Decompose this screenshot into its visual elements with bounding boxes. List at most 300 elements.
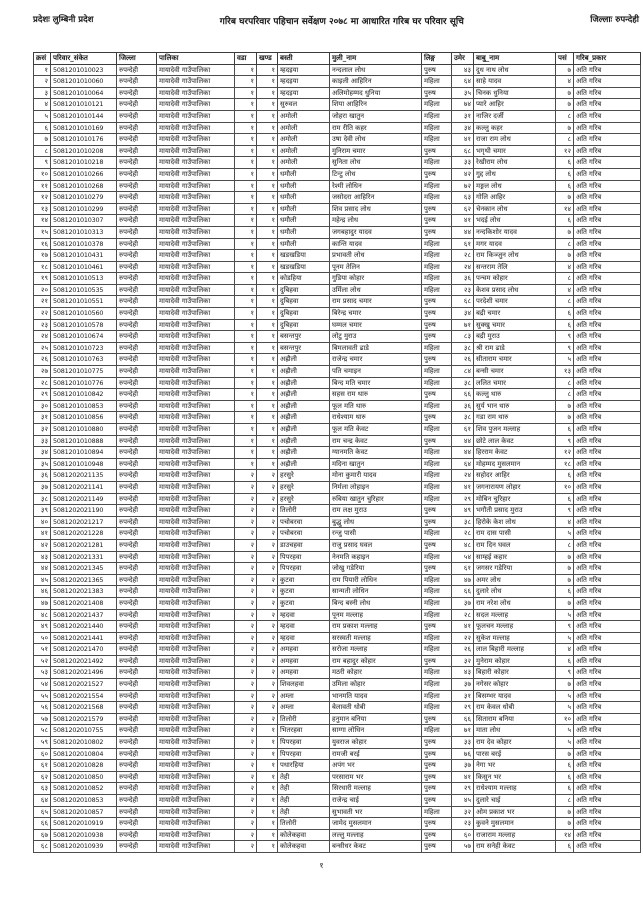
cell-palika: मायादेवी गाउँपालिका [157,238,235,250]
cell-father-name: मोबिन चुरिहार [474,493,556,505]
cell-head-name: साग्गा लोधिन [330,725,422,737]
cell-father-name: बिहारी कोहार [474,667,556,679]
table-row [34,505,641,517]
cell-father-name: राम दिन घवल [474,539,556,551]
cell-age: ३८ [452,342,474,354]
cell-family-code: 5081202010852 [51,783,117,795]
cell-family-size: ९ [556,331,574,343]
cell-khanda: १ [257,215,278,227]
cell-district: रुपन्देही [117,319,157,331]
table-row [34,563,641,575]
cell-basti: खडखडिया [278,250,330,262]
cell-district: रुपन्देही [117,621,157,633]
cell-basti: कुटवा [278,574,330,586]
cell-age: ८३ [452,331,474,343]
cell-age: २६ [452,354,474,366]
cell-gender: पुरुष [422,226,452,238]
cell-head-name: महेन्द्र लोध [330,215,422,227]
cell-family-code: 5081201010121 [51,99,117,111]
cell-gender: पुरुष [422,505,452,517]
cell-sn: ५४ [34,679,51,691]
cell-khanda: १ [257,447,278,459]
cell-khanda: २ [257,481,278,493]
cell-family-code: 5081202021554 [51,690,117,702]
cell-basti: सुरुवल [278,99,330,111]
cell-basti: अह्रौली [278,400,330,412]
cell-family-size: १८ [556,458,574,470]
cell-ward: २ [235,783,257,795]
cell-khanda: २ [257,679,278,691]
cell-age: ३३ [452,157,474,169]
cell-sn: ५३ [34,667,51,679]
cell-head-name: मोना कुमारी यादव [330,470,422,482]
cell-district: रुपन्देही [117,122,157,134]
cell-gender: महिला [422,806,452,818]
cell-head-name: उर्मिला लोध [330,284,422,296]
province-label: प्रदेशः लुम्बिनी प्रदेश [33,15,94,25]
cell-head-name: सुनिता लोध [330,157,422,169]
cell-father-name: रेखीराम लोध [474,157,556,169]
cell-family-size: ७ [556,226,574,238]
cell-family-code: 5081201010674 [51,331,117,343]
cell-ward: २ [235,771,257,783]
cell-head-name: रामजी बरई [330,748,422,760]
cell-khanda: १ [257,841,278,853]
cell-khanda: २ [257,632,278,644]
cell-father-name: ओम प्रकाश भर [474,806,556,818]
cell-ward: १ [235,342,257,354]
cell-palika: मायादेवी गाउँपालिका [157,470,235,482]
cell-sn: ६१ [34,760,51,772]
cell-age: ४७ [452,574,474,586]
cell-basti: हरसुरे [278,481,330,493]
cell-district: रुपन्देही [117,713,157,725]
cell-district: रुपन्देही [117,655,157,667]
cell-age: ३६ [452,273,474,285]
table-row [34,771,641,783]
cell-family-code: 5081202021345 [51,563,117,575]
cell-poor-type: अति गरिब [574,296,641,308]
cell-district: रुपन्देही [117,563,157,575]
cell-sn: ४७ [34,597,51,609]
cell-khanda: २ [257,690,278,702]
cell-family-code: 5081202021408 [51,597,117,609]
cell-ward: २ [235,632,257,644]
cell-family-size: १३ [556,366,574,378]
cell-ward: १ [235,238,257,250]
cell-ward: २ [235,655,257,667]
cell-khanda: १ [257,110,278,122]
cell-ward: १ [235,389,257,401]
cell-head-name: फूल मति केवट [330,424,422,436]
cell-district: रुपन्देही [117,308,157,320]
cell-district: रुपन्देही [117,238,157,250]
cell-sn: ४८ [34,609,51,621]
cell-family-size: १४ [556,203,574,215]
cell-basti: अह्रौली [278,447,330,459]
cell-gender: महिला [422,76,452,88]
cell-khanda: २ [257,597,278,609]
cell-khanda: १ [257,168,278,180]
cell-poor-type: अति गरिब [574,203,641,215]
cell-palika: मायादेवी गाउँपालिका [157,528,235,540]
cell-age: २२ [452,632,474,644]
cell-gender: पुरुष [422,516,452,528]
cell-family-size: ८ [556,795,574,807]
table-row [34,679,641,691]
poor-household-table [33,52,641,853]
table-row [34,354,641,366]
cell-sn: ४ [34,99,51,111]
cell-family-code: 5081201010560 [51,308,117,320]
table-row [34,609,641,621]
cell-basti: पिपरहवा [278,737,330,749]
cell-district: रुपन्देही [117,783,157,795]
cell-khanda: २ [257,493,278,505]
table-row [34,366,641,378]
cell-father-name: साम्हई कहार [474,551,556,563]
cell-family-size: ८ [556,273,574,285]
cell-sn: ८ [34,145,51,157]
cell-gender: महिला [422,493,452,505]
cell-sn: ४० [34,516,51,528]
cell-khanda: १ [257,87,278,99]
cell-poor-type: अति गरिब [574,273,641,285]
cell-family-code: 5081201010378 [51,238,117,250]
cell-family-size: ८ [556,389,574,401]
cell-district: रुपन्देही [117,493,157,505]
cell-father-name: जगनारायण लोहार [474,481,556,493]
cell-head-name: मठरी कोहार [330,667,422,679]
cell-district: रुपन्देही [117,447,157,459]
cell-family-code: 5081201010948 [51,458,117,470]
cell-poor-type: अति गरिब [574,702,641,714]
cell-age: ६३ [452,192,474,204]
cell-age: ७४ [452,99,474,111]
cell-sn: ५९ [34,737,51,749]
cell-gender: महिला [422,644,452,656]
cell-head-name: रेश्मी लोधिन [330,180,422,192]
header-cell-khanda: खण्ड [257,53,278,65]
cell-sn: १८ [34,261,51,273]
cell-poor-type: अति गरिब [574,110,641,122]
cell-gender: महिला [422,481,452,493]
cell-palika: मायादेवी गाउँपालिका [157,621,235,633]
cell-ward: १ [235,377,257,389]
cell-family-size: ७ [556,99,574,111]
cell-poor-type: अति गरिब [574,841,641,853]
table-row [34,435,641,447]
table-row [34,737,641,749]
cell-family-code: 5081201010431 [51,250,117,262]
cell-age: ८४ [452,366,474,378]
cell-khanda: १ [257,377,278,389]
cell-father-name: सहोदर आहिर [474,470,556,482]
cell-poor-type: अति गरिब [574,771,641,783]
cell-basti: पिपरहवा [278,551,330,563]
cell-sn: १२ [34,192,51,204]
cell-father-name: कुवने मुसलमान [474,818,556,830]
cell-ward: १ [235,435,257,447]
cell-basti: म्हदवा [278,621,330,633]
cell-family-size: ५ [556,737,574,749]
cell-father-name: जगसर गडेरिया [474,563,556,575]
cell-family-size: ७ [556,597,574,609]
cell-gender: पुरुष [422,354,452,366]
cell-palika: मायादेवी गाउँपालिका [157,771,235,783]
cell-sn: १४ [34,215,51,227]
cell-age: ६१ [452,238,474,250]
cell-gender: महिला [422,134,452,146]
cell-head-name: लल्लु मल्लाह [330,829,422,841]
table-row [34,783,641,795]
cell-sn: ३४ [34,447,51,459]
cell-age: ४५ [452,795,474,807]
cell-ward: १ [235,400,257,412]
cell-gender: महिला [422,470,452,482]
cell-ward: २ [235,493,257,505]
cell-basti: अमहवा [278,644,330,656]
cell-poor-type: अति गरिब [574,621,641,633]
cell-khanda: १ [257,435,278,447]
cell-head-name: जगबहादुर यादव [330,226,422,238]
cell-ward: २ [235,574,257,586]
cell-district: रुपन्देही [117,609,157,621]
table-row [34,713,641,725]
cell-gender: पुरुष [422,203,452,215]
cell-palika: मायादेवी गाउँपालिका [157,226,235,238]
cell-family-code: 5081201010723 [51,342,117,354]
cell-age: ५४ [452,551,474,563]
cell-family-size: ५ [556,609,574,621]
cell-family-size: ९ [556,667,574,679]
cell-ward: १ [235,203,257,215]
cell-family-code: 5081201010888 [51,435,117,447]
cell-khanda: २ [257,528,278,540]
table-row [34,87,641,99]
cell-sn: ३९ [34,505,51,517]
cell-family-code: 5081201010023 [51,64,117,76]
cell-age: ६८ [452,296,474,308]
cell-family-code: 5081202010857 [51,806,117,818]
cell-poor-type: अति गरिब [574,551,641,563]
cell-father-name: गडा राम थारु [474,412,556,424]
cell-district: रुपन्देही [117,157,157,169]
cell-father-name: सुक्खु चमार [474,319,556,331]
cell-family-code: 5081202010939 [51,841,117,853]
table-header-row [34,53,641,65]
cell-palika: मायादेवी गाउँपालिका [157,447,235,459]
cell-age: ६४ [452,458,474,470]
cell-father-name: ललित चमार [474,377,556,389]
cell-district: रुपन्देही [117,516,157,528]
cell-head-name: फूल मति थारु [330,400,422,412]
cell-district: रुपन्देही [117,795,157,807]
cell-head-name: राम लक्ष मुराउ [330,505,422,517]
cell-basti: दुबिहवा [278,319,330,331]
cell-ward: १ [235,215,257,227]
header-cell-father-name: बाबु_नाम [474,53,556,65]
cell-age: ४१ [452,134,474,146]
cell-ward: १ [235,64,257,76]
cell-sn: २६ [34,354,51,366]
cell-gender: पुरुष [422,713,452,725]
cell-basti: म्हदवा [278,632,330,644]
cell-family-code: 5081202021383 [51,586,117,598]
cell-sn: ५ [34,110,51,122]
cell-age: ६६ [452,389,474,401]
cell-ward: १ [235,110,257,122]
cell-family-size: ७ [556,122,574,134]
cell-sn: १० [34,168,51,180]
cell-sn: १९ [34,273,51,285]
cell-family-size: १४ [556,829,574,841]
cell-gender: महिला [422,250,452,262]
cell-father-name: भगृथी चमार [474,145,556,157]
cell-age: ४१ [452,771,474,783]
cell-age: ४१ [452,215,474,227]
cell-ward: १ [235,122,257,134]
cell-palika: मायादेवी गाउँपालिका [157,551,235,563]
cell-palika: मायादेवी गाउँपालिका [157,64,235,76]
cell-basti: कुटवा [278,586,330,598]
table-row [34,586,641,598]
cell-district: रुपन्देही [117,203,157,215]
table-row [34,273,641,285]
cell-head-name: पूनम तेलिन [330,261,422,273]
cell-head-name: गुडिया कोहार [330,273,422,285]
cell-district: रुपन्देही [117,690,157,702]
cell-family-size: ७ [556,250,574,262]
cell-father-name: भगौती प्रसाद मुराउ [474,505,556,517]
cell-head-name: सिरधारी मल्लाह [330,783,422,795]
cell-basti: अमोली [278,110,330,122]
cell-sn: १६ [34,238,51,250]
cell-gender: महिला [422,99,452,111]
cell-district: रुपन्देही [117,64,157,76]
cell-district: रुपन्देही [117,250,157,262]
cell-basti: शिवलहवा [278,679,330,691]
cell-district: रुपन्देही [117,632,157,644]
cell-head-name: प्रभावती लोध [330,250,422,262]
cell-family-code: 5081201010894 [51,447,117,459]
cell-poor-type: अति गरिब [574,226,641,238]
page-number: १ [319,861,324,870]
cell-district: रुपन्देही [117,87,157,99]
cell-palika: मायादेवी गाउँपालिका [157,644,235,656]
cell-gender: महिला [422,447,452,459]
cell-palika: मायादेवी गाउँपालिका [157,713,235,725]
cell-head-name: टिन्टु लोध [330,168,422,180]
cell-khanda: १ [257,99,278,111]
cell-gender: महिला [422,110,452,122]
cell-head-name: राम बहादुर कोहार [330,655,422,667]
cell-family-size: ४ [556,644,574,656]
cell-family-size: ५ [556,690,574,702]
cell-father-name: नगेसर कोहार [474,679,556,691]
cell-sn: ४१ [34,528,51,540]
cell-sn: ९ [34,157,51,169]
cell-khanda: २ [257,505,278,517]
cell-father-name: गुद्द लोध [474,168,556,180]
cell-head-name: बिन्द बस्नी लोध [330,597,422,609]
cell-khanda: १ [257,412,278,424]
cell-gender: पुरुष [422,87,452,99]
cell-poor-type: अति गरिब [574,250,641,262]
cell-khanda: २ [257,563,278,575]
cell-father-name: नन्दकिशोर यादव [474,226,556,238]
table-row [34,655,641,667]
cell-poor-type: अति गरिब [574,667,641,679]
cell-poor-type: अति गरिब [574,87,641,99]
cell-head-name: बिन्द मति चमार [330,377,422,389]
table-row [34,134,641,146]
cell-family-size: ८ [556,134,574,146]
cell-district: रुपन्देही [117,679,157,691]
cell-basti: पिपरहवा [278,748,330,760]
cell-head-name: जोखु गडेरिया [330,563,422,575]
cell-basti: अह्रौली [278,435,330,447]
cell-father-name: लाल बिहारी मल्लाह [474,644,556,656]
cell-palika: मायादेवी गाउँपालिका [157,655,235,667]
cell-basti: धमौली [278,168,330,180]
cell-gender: महिला [422,702,452,714]
cell-basti: बसन्तपुर [278,331,330,343]
cell-age: ४१ [452,481,474,493]
cell-head-name: कान्ति यादव [330,238,422,250]
cell-poor-type: अति गरिब [574,354,641,366]
cell-father-name: राम दास पासी [474,528,556,540]
cell-sn: ३३ [34,435,51,447]
cell-basti: दुबिहवा [278,308,330,320]
cell-palika: मायादेवी गाउँपालिका [157,261,235,273]
cell-father-name: पारस बरई [474,748,556,760]
cell-ward: १ [235,250,257,262]
cell-poor-type: अति गरिब [574,609,641,621]
cell-ward: २ [235,795,257,807]
cell-palika: मायादेवी गाउँपालिका [157,574,235,586]
cell-khanda: १ [257,783,278,795]
cell-district: रुपन्देही [117,366,157,378]
cell-khanda: १ [257,134,278,146]
cell-father-name: कल्लु थारु [474,389,556,401]
cell-head-name: नेनमति कहाइन [330,551,422,563]
cell-ward: १ [235,76,257,88]
cell-poor-type: अति गरिब [574,447,641,459]
cell-family-code: 5081202010802 [51,737,117,749]
cell-family-code: 5081201010208 [51,145,117,157]
cell-ward: १ [235,458,257,470]
cell-father-name: परदेशी चमार [474,296,556,308]
cell-khanda: १ [257,250,278,262]
cell-family-code: 5081201010176 [51,134,117,146]
cell-family-size: ७ [556,412,574,424]
cell-poor-type: अति गरिब [574,412,641,424]
cell-ward: २ [235,609,257,621]
cell-poor-type: अति गरिब [574,713,641,725]
cell-age: २९ [452,702,474,714]
cell-ward: १ [235,273,257,285]
cell-gender: पुरुष [422,748,452,760]
cell-father-name: साहे यादव [474,76,556,88]
table-row [34,319,641,331]
cell-palika: मायादेवी गाउँपालिका [157,424,235,436]
cell-sn: २७ [34,366,51,378]
cell-khanda: १ [257,424,278,436]
cell-palika: मायादेवी गाउँपालिका [157,737,235,749]
cell-sn: ६० [34,748,51,760]
cell-ward: १ [235,168,257,180]
